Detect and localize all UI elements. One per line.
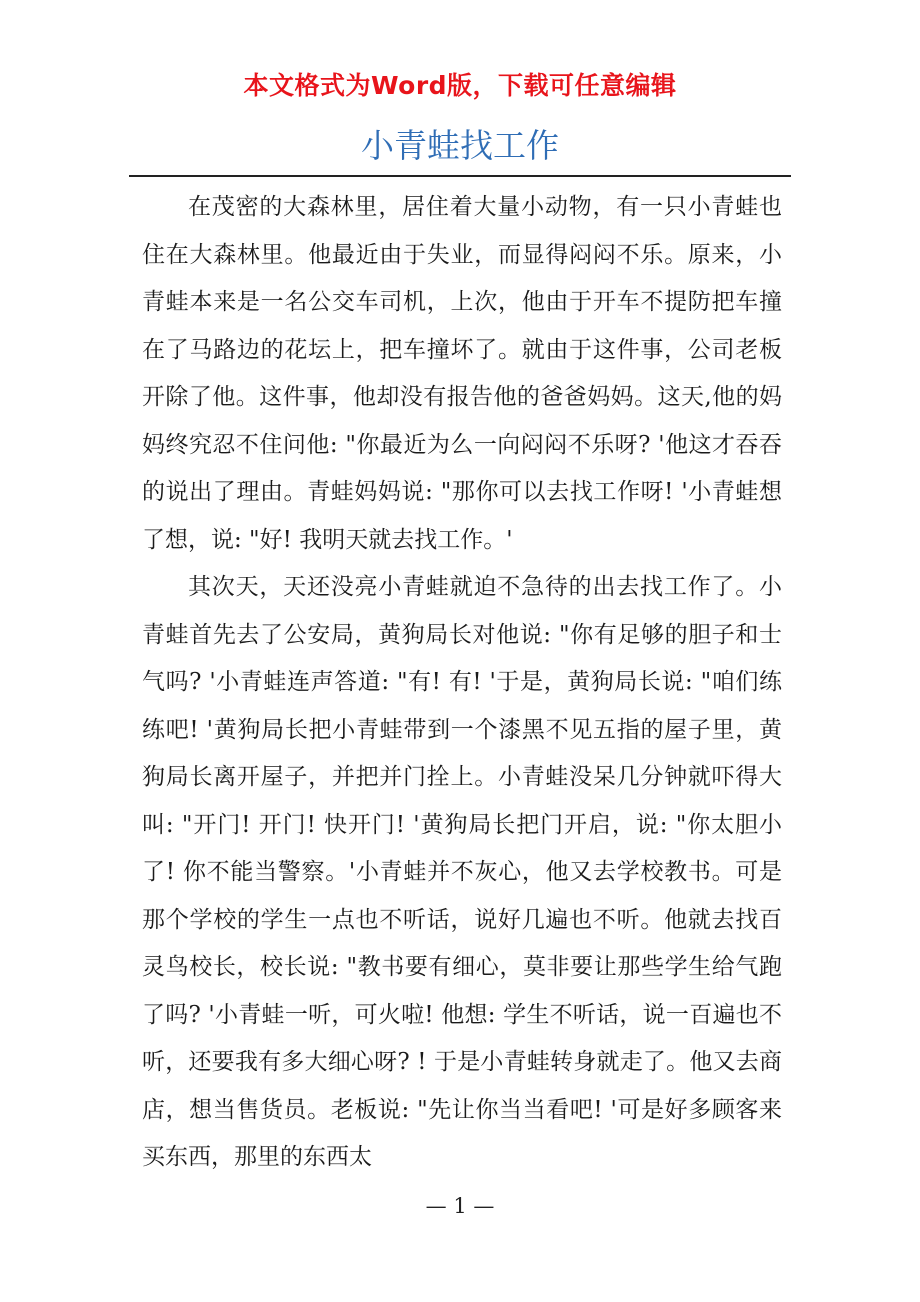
paragraph: 在茂密的大森林里，居住着大量小动物，有一只小青蛙也住在大森林里。他最近由于失业，而显得闷闷不乐。原来，小青蛙本来是一名公交车司机，上次，他由于开车不提防把车撞在了马路边的花坛上，把车撞坏了。就由于这件事，公司老板开除了他。这件事，他却没有报告他的爸爸妈妈。这天,他的妈妈终究忍不住问他: "你最近为么一向闷闷不乐呀? '他这才吞吞的说出了理由。青蛙妈妈说: "那你可以去找工作呀! '小青蛙想了想，说: "好! 我明天就去找工作。': [142, 194, 782, 553]
paragraph: 其次天，天还没亮小青蛙就迫不急待的出去找工作了。小青蛙首先去了公安局，黄狗局长对他说: "你有足够的胆子和士气吗? '小青蛙连声答道: "有! 有! '于是，黄狗局长说: "咱们练练吧! '黄狗局长把小青蛙带到一个漆黑不见五指的屋子里，黄狗局长离开屋子，并把并门拴上。小青蛙没呆几分钟就吓得大叫: "开门! 开门! 快开门! '黄狗局长把门开启，说: "你太胆小了! 你不能当警察。'小青蛙并不灰心，他又去学校教书。可是那个学校的学生一点也不听话，说好几遍也不听。他就去找百灵鸟校长，校长说: "教书要有细心，莫非要让那些学生给气跑了吗? '小青蛙一听，可火啦! 他想: 学生不听话，说一百遍也不听，还要我有多大细心呀? ! 于是小青蛙转身就走了。他又去商店，想当售货员。老板说: "先让你当当看吧! '可是好多顾客来买东西，那里的东西太: [142, 574, 782, 1170]
document-body: [142, 184, 782, 1182]
format-banner: 本文格式为Word版，下载可任意编辑: [243, 71, 677, 100]
title-divider: [129, 175, 791, 177]
document-title: 小青蛙找工作: [361, 126, 559, 165]
page-number: — 1 —: [425, 1194, 495, 1218]
